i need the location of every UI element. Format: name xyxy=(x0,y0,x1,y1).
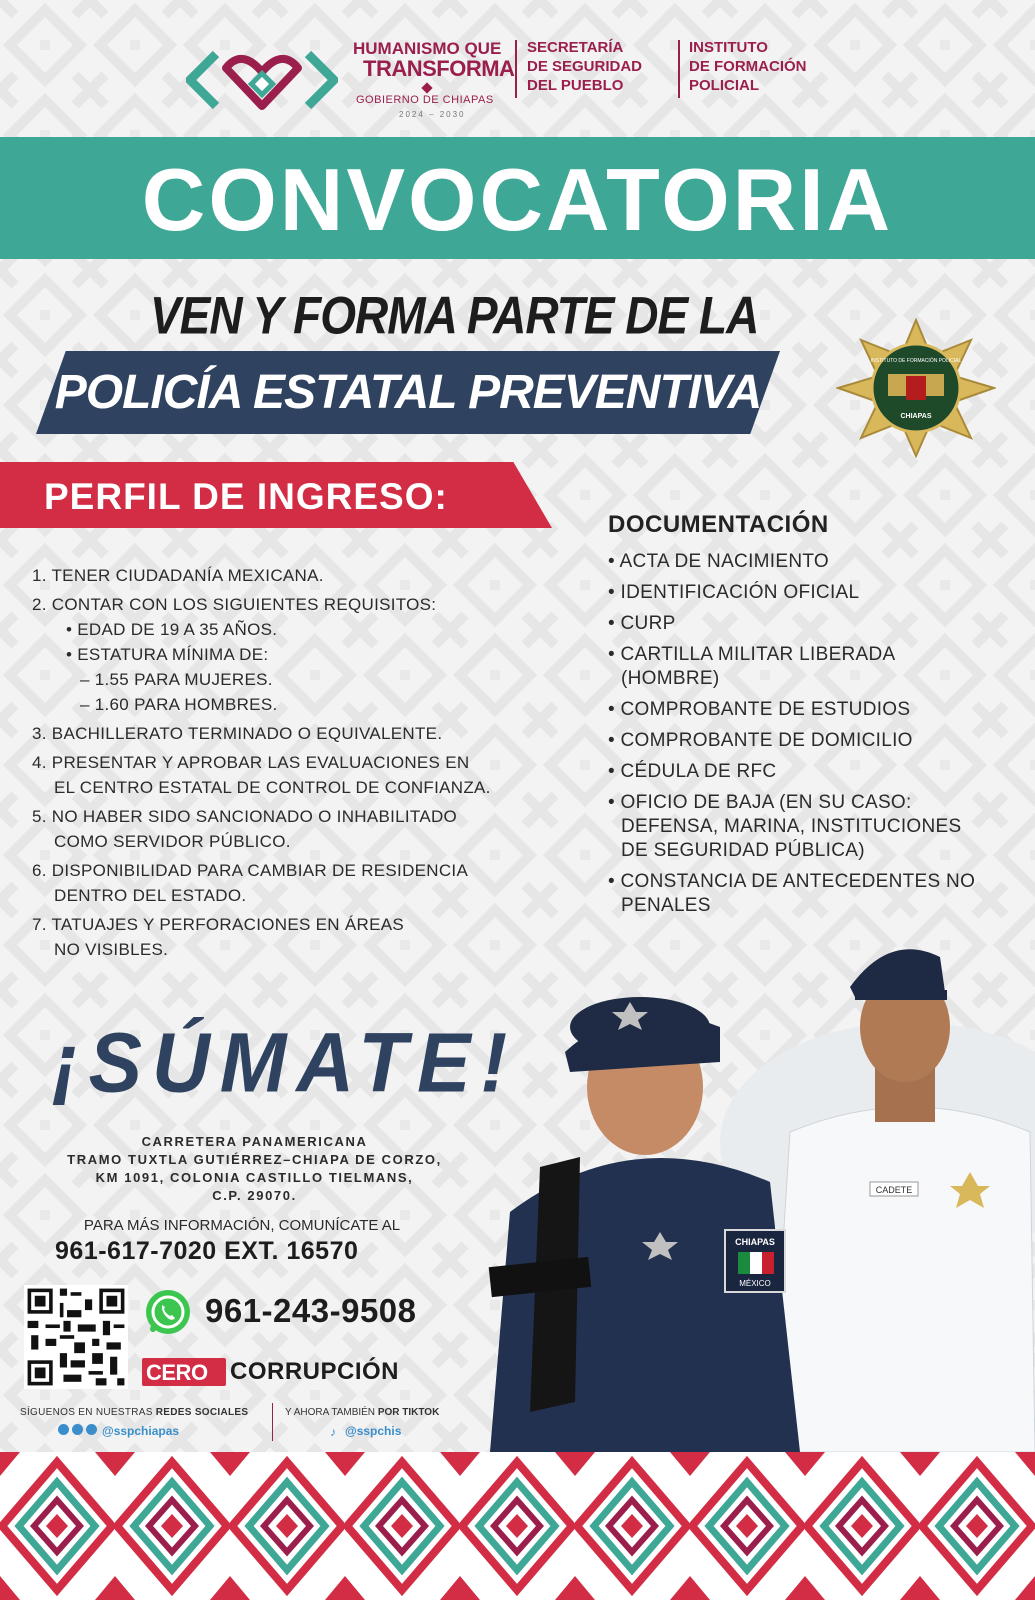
requirement-3: 3. BACHILLERATO TERMINADO O EQUIVALENTE. xyxy=(32,724,443,743)
header-years: 2024 – 2030 xyxy=(399,110,466,119)
requirement-2-height-women: – 1.55 PARA MUJERES. xyxy=(80,670,273,689)
tiktok-label-bold: POR TIKTOK xyxy=(377,1407,440,1418)
requirement-4-line2: EL CENTRO ESTATAL DE CONTROL DE CONFIANZA. xyxy=(54,778,491,797)
instituto-line2: DE FORMACIÓN xyxy=(689,58,807,75)
instituto-line1: INSTITUTO xyxy=(689,39,768,56)
header-slogan-line1: HUMANISMO QUE xyxy=(353,39,502,58)
document-item: • CURP xyxy=(608,613,676,634)
header-slogan-line2: TRANSFORMA xyxy=(363,56,515,81)
police-badge-icon xyxy=(836,318,996,458)
requirement-5-line1: 5. NO HABER SIDO SANCIONADO O INHABILITADO xyxy=(32,807,458,826)
address xyxy=(32,1133,477,1205)
secretaria-line2: DE SEGURIDAD xyxy=(527,58,643,75)
social-separator xyxy=(272,1403,273,1441)
address-line2: TRAMO TUXTLA GUTIÉRREZ–CHIAPA DE CORZO, xyxy=(67,1152,442,1167)
document-item: • COMPROBANTE DE ESTUDIOS xyxy=(608,699,911,720)
header-separator-2 xyxy=(678,40,680,98)
requirement-7-line2: NO VISIBLES. xyxy=(54,940,169,959)
chiapas-logo-icon xyxy=(186,44,338,116)
facebook-icon[interactable] xyxy=(58,1424,69,1435)
address-line1: CARRETERA PANAMERICANA xyxy=(141,1134,368,1149)
requirement-2-height-men: – 1.60 PARA HOMBRES. xyxy=(80,695,278,714)
tiktok-label-prefix: Y AHORA TAMBIÉN xyxy=(285,1407,378,1418)
requirement-2-age: • EDAD DE 19 A 35 AÑOS. xyxy=(66,620,278,639)
requirement-6-line1: 6. DISPONIBILIDAD PARA CAMBIAR DE RESIDENCIA xyxy=(32,861,469,880)
document-item: • CARTILLA MILITAR LIBERADA (HOMBRE) xyxy=(608,644,895,689)
social-icons[interactable] xyxy=(58,1424,97,1438)
requirement-4-line1: 4. PRESENTAR Y APROBAR LAS EVALUACIONES EN xyxy=(32,753,470,772)
requirement-6-line2: DENTRO DEL ESTADO. xyxy=(54,886,247,905)
perfil-title: PERFIL DE INGRESO: xyxy=(44,476,448,517)
badge-bottom-text: CHIAPAS xyxy=(900,413,932,420)
badge-top-text: INSTITUTO DE FORMACIÓN POLICIAL xyxy=(870,358,962,364)
x-icon[interactable] xyxy=(72,1424,83,1435)
instagram-icon[interactable] xyxy=(86,1424,97,1435)
secretaria-line1: SECRETARÍA xyxy=(527,39,624,56)
info-text: PARA MÁS INFORMACIÓN, COMUNÍCATE AL xyxy=(83,1217,401,1234)
requirements-list xyxy=(32,563,572,962)
chiapas-patch-text: CHIAPAS xyxy=(735,1237,775,1247)
tiktok-icon[interactable]: ♪ xyxy=(330,1425,336,1439)
qr-code-icon[interactable] xyxy=(24,1285,128,1389)
document-item: • CONSTANCIA DE ANTECEDENTES NO PENALES xyxy=(608,871,976,916)
requirement-1: 1. TENER CIUDADANÍA MEXICANA. xyxy=(32,566,324,585)
mexico-patch-text: MÉXICO xyxy=(739,1279,771,1288)
requirement-5-line2: COMO SERVIDOR PÚBLICO. xyxy=(54,832,291,851)
instituto-line3: POLICIAL xyxy=(689,77,759,94)
document-item: • CÉDULA DE RFC xyxy=(608,761,777,782)
header-secretaria xyxy=(527,38,642,95)
convocatoria-title: CONVOCATORIA xyxy=(141,150,894,249)
social-label-bold: REDES SOCIALES xyxy=(155,1407,249,1418)
officers-photo xyxy=(470,932,1035,1452)
document-item: • COMPROBANTE DE DOMICILIO xyxy=(608,730,913,751)
cadete-name-tag: CADETE xyxy=(875,1185,913,1195)
requirement-7-line1: 7. TATUAJES Y PERFORACIONES EN ÁREAS xyxy=(32,915,404,934)
document-item: • ACTA DE NACIMIENTO xyxy=(608,551,829,572)
tiktok-handle[interactable]: @sspchis xyxy=(345,1424,402,1438)
cero-text: CERO xyxy=(146,1360,208,1385)
social-handle[interactable]: @sspchiapas xyxy=(102,1424,180,1438)
document-item: • IDENTIFICACIÓN OFICIAL xyxy=(608,582,860,603)
corrupcion-text: CORRUPCIÓN xyxy=(230,1358,400,1385)
headline-line1: VEN Y FORMA PARTE DE LA xyxy=(150,285,759,345)
phone-number[interactable]: 961-617-7020 EXT. 16570 xyxy=(55,1237,359,1265)
social-label xyxy=(20,1407,248,1418)
documentacion-title: DOCUMENTACIÓN xyxy=(608,511,829,538)
address-line3: KM 1091, COLONIA CASTILLO TIELMANS, xyxy=(95,1170,414,1185)
header-instituto xyxy=(689,38,807,95)
tiktok-label xyxy=(285,1407,439,1418)
decorative-pattern-band xyxy=(0,1452,1035,1600)
whatsapp-number[interactable]: 961-243-9508 xyxy=(205,1292,417,1329)
address-line4: C.P. 29070. xyxy=(212,1188,297,1203)
headline-line2: POLICÍA ESTATAL PREVENTIVA xyxy=(54,366,762,419)
secretaria-line3: DEL PUEBLO xyxy=(527,77,624,94)
header-gobierno: GOBIERNO DE CHIAPAS xyxy=(356,94,494,106)
document-item: • OFICIO DE BAJA (EN SU CASO: DEFENSA, MARINA, INSTITUCIONES DE SEGURIDAD PÚBLICA) xyxy=(608,792,962,861)
documents-list xyxy=(608,550,1008,925)
header-separator xyxy=(515,40,517,98)
social-label-prefix: SÍGUENOS EN NUESTRAS xyxy=(20,1407,156,1418)
requirement-2-height: • ESTATURA MÍNIMA DE: xyxy=(66,645,269,664)
requirement-2: 2. CONTAR CON LOS SIGUIENTES REQUISITOS: xyxy=(32,595,437,614)
whatsapp-icon[interactable] xyxy=(143,1287,193,1337)
sumate-title: ¡SÚMATE! xyxy=(52,1016,518,1110)
